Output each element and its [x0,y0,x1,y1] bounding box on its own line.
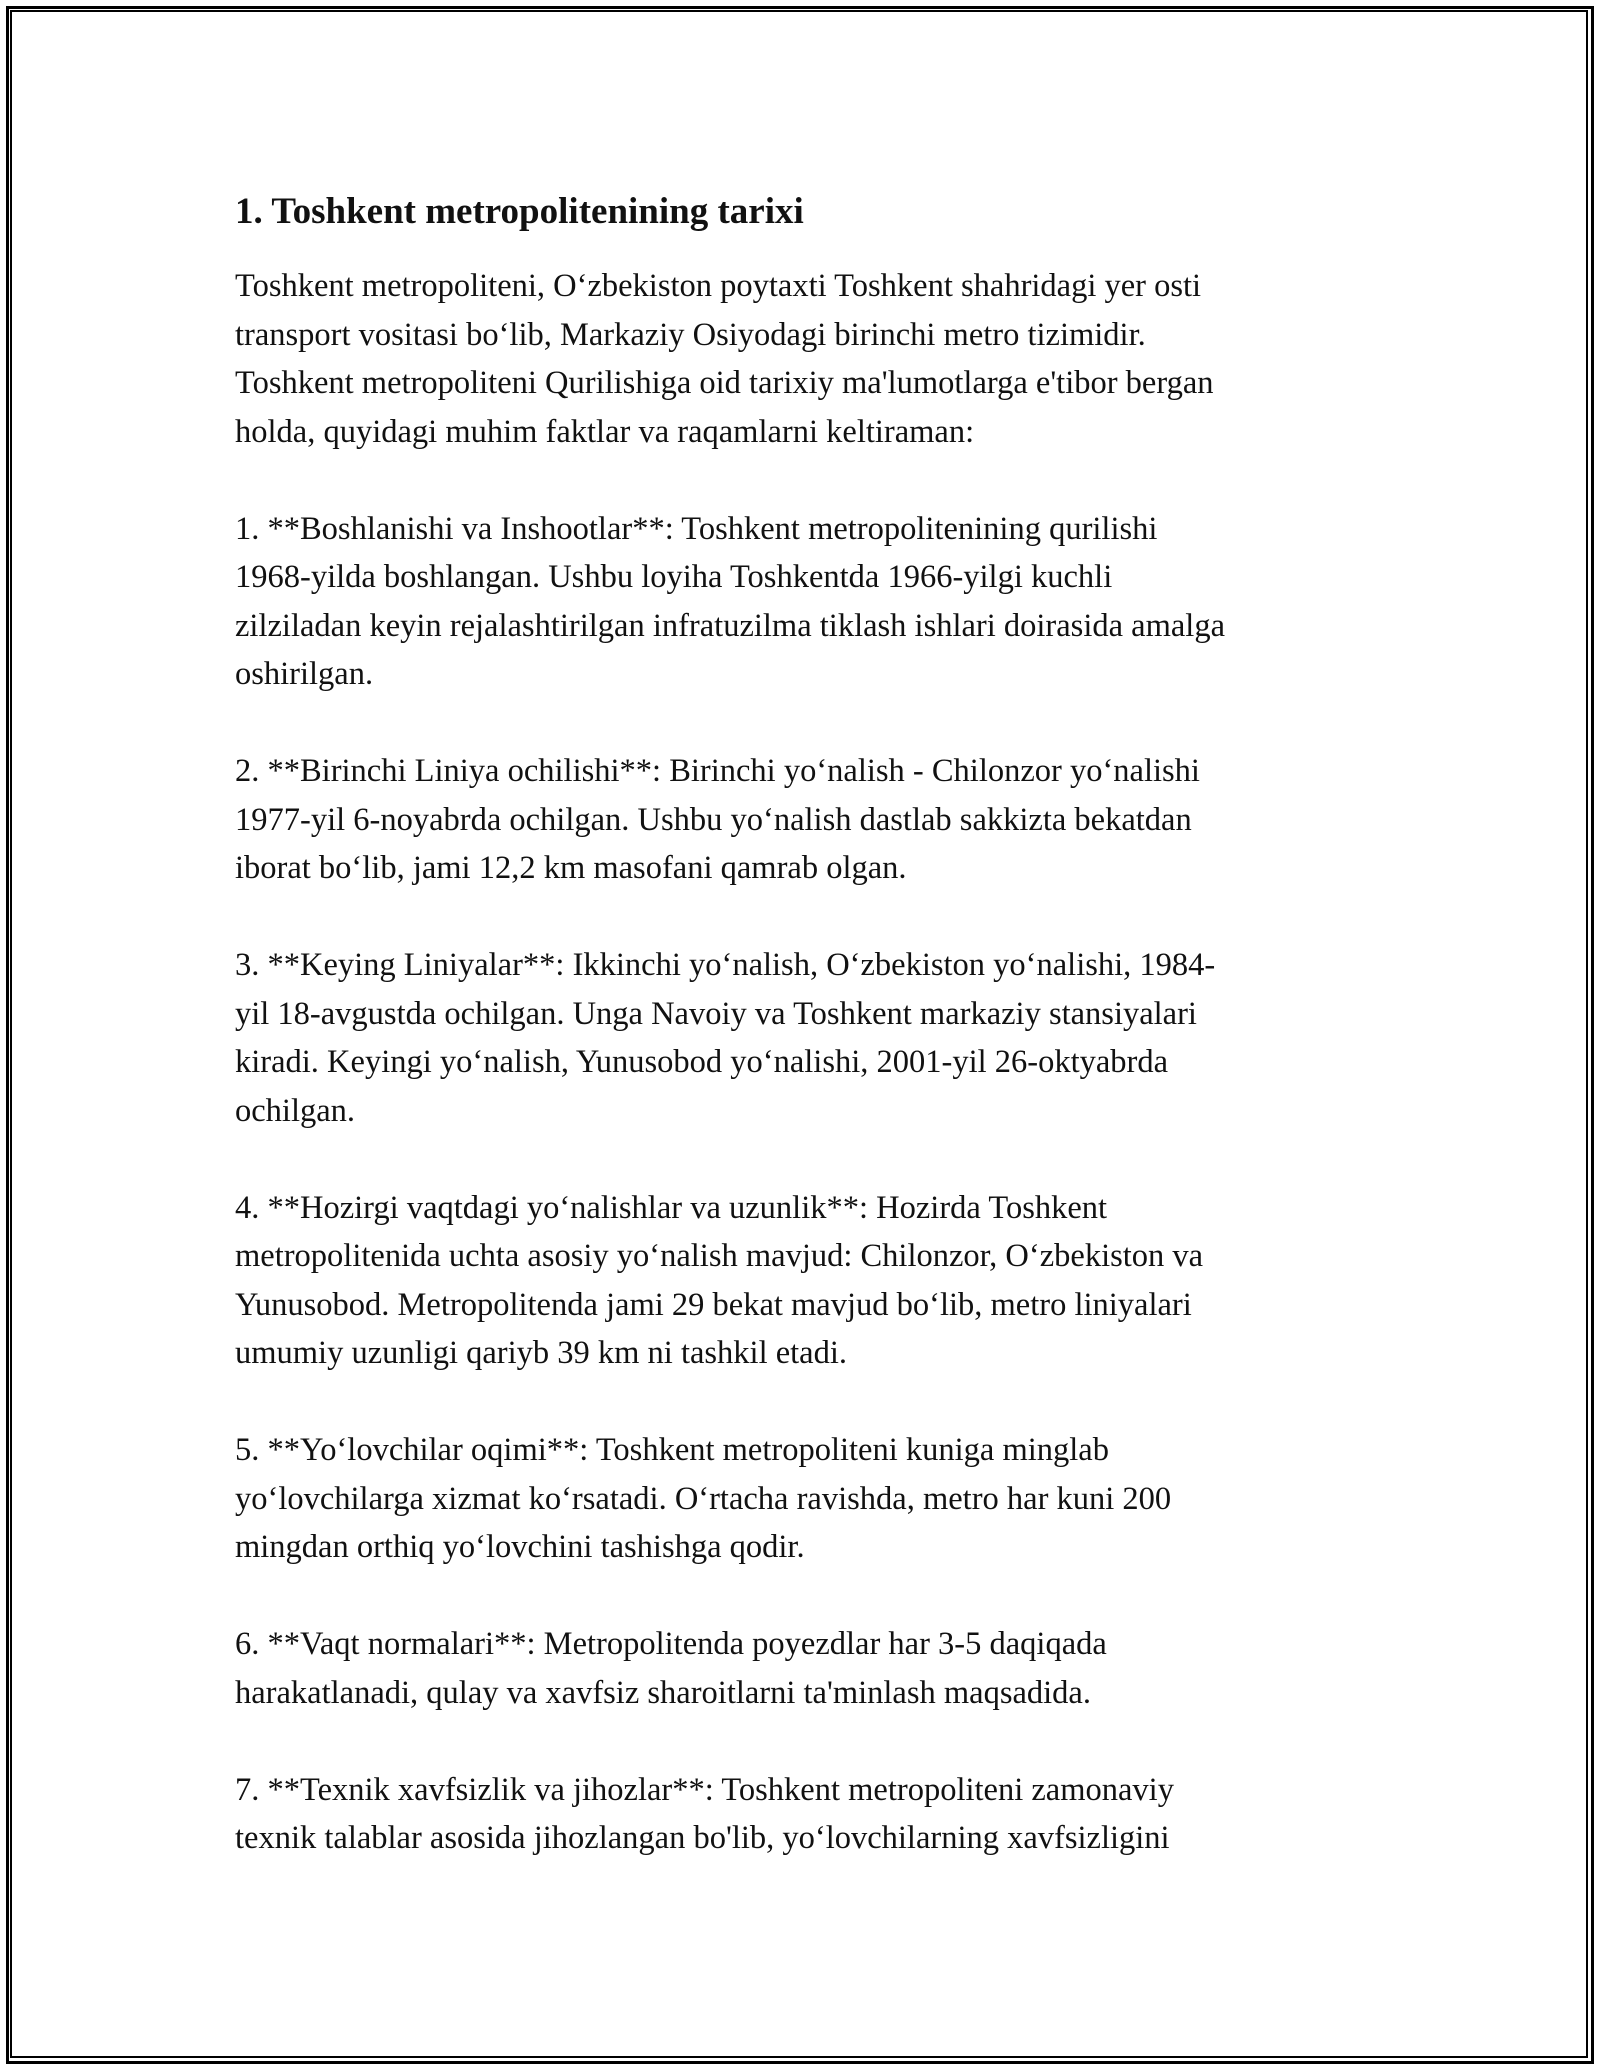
paragraph-line: yil 18-avgustda ochilgan. Unga Navoiy va Toshkent markaziy stansiyalari [235,995,1197,1032]
list-item-3 [235,941,1355,1135]
paragraph-line: 7. **Texnik xavfsizlik va jihozlar**: Toshkent metropoliteni zamonaviy [235,1771,1174,1808]
paragraph-line: Yunusobod. Metropolitenda jami 29 bekat mavjud bo‘lib, metro liniyalari [235,1286,1192,1323]
paragraph-line: 1968-yilda boshlangan. Ushbu loyiha Toshkentda 1966-yilgi kuchli [235,559,1113,595]
paragraph-line: mingdan orthiq yo‘lovchini tashishga qodir. [235,1529,805,1565]
list-item-4 [235,1184,1355,1378]
paragraph-line: holda, quyidagi muhim faktlar va raqamlarni keltiraman: [235,413,975,450]
paragraph-line: 2. **Birinchi Liniya ochilishi**: Birinchi yo‘nalish - Chilonzor yo‘nalishi [235,753,1200,789]
list-item-2 [235,747,1355,893]
paragraph-line: kiradi. Keyingi yo‘nalish, Yunusobod yo‘nalishi, 2001-yil 26-oktyabrda [235,1044,1169,1080]
paragraph-line: ochilgan. [235,1092,356,1129]
list-item-1 [235,505,1355,699]
list-item-6 [235,1620,1355,1717]
paragraph-line: transport vositasi bo‘lib, Markaziy Osiyodagi birinchi metro tizimidir. [235,316,1146,353]
intro-paragraph [235,262,1355,456]
paragraph-line: iborat bo‘lib, jami 12,2 km masofani qamrab olgan. [235,850,907,886]
paragraph-line: 3. **Keying Liniyalar**: Ikkinchi yo‘nalish, O‘zbekiston yo‘nalishi, 1984- [235,947,1216,983]
paragraph-line: harakatlanadi, qulay va xavfsiz sharoitlarni ta'minlash maqsadida. [235,1674,1091,1711]
paragraph-line: 1. **Boshlanishi va Inshootlar**: Toshkent metropolitenining qurilishi [235,510,1158,547]
document-page [235,188,1355,1911]
paragraph-line: 6. **Vaqt normalari**: Metropolitenda poyezdlar har 3-5 daqiqada [235,1626,1107,1662]
paragraph-line: 1977-yil 6-noyabrda ochilgan. Ushbu yo‘nalish dastlab sakkizta bekatdan [235,801,1192,838]
paragraph-line: Toshkent metropoliteni, O‘zbekiston poytaxti Toshkent shahridagi yer osti [235,268,1202,304]
paragraph-line: oshirilgan. [235,656,374,692]
section-heading: 1. Toshkent metropolitenining tarixi [235,191,804,232]
paragraph-line: texnik talablar asosida jihozlangan bo'lib, yo‘lovchilarning xavfsizligini [235,1820,1170,1856]
paragraph-line: 5. **Yo‘lovchilar oqimi**: Toshkent metropoliteni kuniga minglab [235,1432,1109,1468]
paragraph-line: 4. **Hozirgi vaqtdagi yo‘nalishlar va uzunlik**: Hozirda Toshkent [235,1189,1108,1226]
list-item-5 [235,1426,1355,1572]
paragraph-line: Toshkent metropoliteni Qurilishiga oid tarixiy ma'lumotlarga e'tibor bergan [235,365,1214,401]
list-item-7 [235,1766,1355,1863]
paragraph-line: umumiy uzunligi qariyb 39 km ni tashkil etadi. [235,1335,848,1371]
paragraph-line: metropolitenida uchta asosiy yo‘nalish mavjud: Chilonzor, O‘zbekiston va [235,1238,1204,1274]
paragraph-line: yo‘lovchilarga xizmat ko‘rsatadi. O‘rtacha ravishda, metro har kuni 200 [235,1480,1172,1517]
paragraph-line: zilziladan keyin rejalashtirilgan infratuzilma tiklash ishlari doirasida amalga [235,607,1225,644]
